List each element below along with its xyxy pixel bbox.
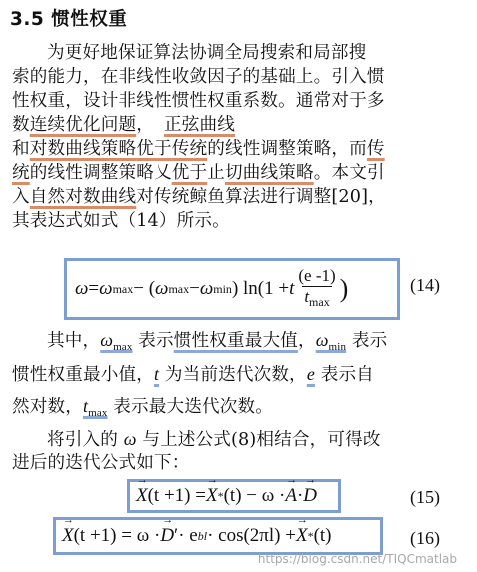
fraction-numerator: (e -1): [298, 266, 336, 285]
omega-symbol: ω: [199, 278, 214, 299]
paragraph-line: [12, 42, 471, 64]
text: 表示: [132, 331, 174, 351]
equation-14: [64, 258, 400, 320]
highlighted-text: 切曲线策略: [224, 163, 314, 183]
paragraph-line: [12, 66, 471, 88]
highlighted-text: 自然对数曲线: [29, 187, 137, 207]
text: 止: [207, 163, 225, 183]
subscript: min: [328, 341, 347, 353]
section-heading: 3.5 惯性权重: [10, 9, 128, 30]
subscript: max: [112, 281, 134, 296]
text: 将引入的: [47, 430, 124, 450]
math-text: =: [88, 278, 100, 299]
highlighted-text: 连续优化问题: [29, 115, 137, 135]
highlighted-text: 优于: [136, 139, 172, 159]
math-text: ) ln(1 +: [231, 278, 290, 299]
equation-number: (15): [410, 487, 440, 507]
watermark: https://blog.csdn.net/TIQCmatlab: [257, 552, 457, 566]
omega-symbol: ω: [155, 278, 169, 299]
text: ，: [297, 331, 316, 351]
text: 表示最大迭代次数。: [107, 397, 273, 417]
highlighted-text: 传: [366, 139, 385, 159]
text: 表示自: [314, 365, 374, 385]
text: 表示: [346, 331, 388, 351]
math-text: −: [189, 278, 200, 299]
equation-16: [53, 517, 383, 555]
highlighted-text: 优于: [171, 163, 208, 183]
paragraph-line: [12, 138, 471, 160]
prime-mark: ′: [174, 525, 179, 546]
text: 的线性调整策略: [29, 163, 154, 183]
variable-t: t: [153, 364, 160, 384]
text: 索的能力，在非线性收敛因子的基础上。引入惯: [12, 67, 385, 87]
omega-symbol: ω: [315, 330, 329, 350]
omega-symbol: ω: [75, 278, 89, 299]
text: 乂: [153, 163, 172, 183]
vector-x: → X: [296, 525, 308, 547]
highlighted-symbol: [100, 331, 132, 351]
paragraph-line: [12, 363, 471, 385]
text: 的线性调整策略，而: [207, 139, 367, 159]
text: 为更好地保证算法协调全局搜索和局部搜: [47, 43, 367, 63]
subscript: max: [168, 281, 190, 296]
subscript: max: [88, 407, 108, 419]
vector-x: → X: [62, 525, 74, 547]
omega-symbol: ω: [99, 278, 113, 299]
paragraph-line: [12, 90, 471, 112]
superscript: bl: [197, 528, 208, 543]
vector-x: → X: [206, 485, 218, 507]
paragraph-line: [12, 428, 471, 450]
math-text: (t) − ω ·: [223, 485, 286, 506]
variable-t: t: [82, 396, 89, 416]
superscript: *: [307, 528, 314, 543]
text: 其表达式如式（14）所示。: [12, 211, 230, 231]
text: 为当前迭代次数，: [159, 365, 307, 385]
subscript: min: [213, 281, 232, 296]
highlighted-text: 对数曲线策略: [29, 139, 137, 159]
highlighted-symbol: [307, 365, 315, 385]
vector-a: → A: [285, 485, 297, 507]
superscript: *: [217, 488, 224, 503]
text: 对传统鲸鱼算法进行调整[20]，: [136, 187, 386, 207]
text: 然对数，: [12, 397, 83, 417]
highlighted-symbol: [316, 331, 346, 351]
highlighted-text: 正弦曲线: [163, 115, 235, 135]
subscript: max: [113, 341, 133, 353]
text: 数: [12, 115, 30, 135]
variable-e: e: [306, 364, 315, 384]
math-text: (t +1) = ω ·: [73, 525, 161, 546]
subscript: max: [309, 295, 330, 309]
equation-15: [127, 479, 341, 513]
text: 进后的迭代公式如下：: [12, 453, 190, 473]
math-text: (t +1) =: [147, 485, 206, 506]
math-text: − (: [133, 278, 156, 299]
fraction-denominator: [302, 286, 331, 312]
highlighted-text: 惯性权重最大值: [173, 331, 298, 351]
variable-t: t: [289, 278, 295, 299]
paragraph-line: [12, 452, 471, 474]
paragraph-line: [12, 186, 471, 208]
equation-number: (14): [410, 275, 440, 295]
text: 惯性权重最小值，: [12, 365, 154, 385]
math-text: ·: [296, 485, 304, 506]
equation-number: (16): [410, 528, 440, 548]
text: 其中，: [47, 331, 101, 351]
text: ，: [136, 115, 154, 135]
highlighted-symbol: [83, 397, 108, 417]
close-paren: ): [339, 274, 349, 303]
omega-symbol: ω: [123, 429, 137, 449]
math-text: (t): [313, 525, 332, 546]
text: 与上述公式(8)相结合，可得改: [136, 430, 381, 450]
highlighted-text: 统: [12, 163, 30, 183]
text: 。本文引: [313, 163, 385, 183]
fraction: [296, 266, 337, 312]
omega-symbol: ω: [100, 330, 114, 350]
paragraph-line: [12, 395, 471, 417]
vector-d: → D: [160, 525, 174, 547]
paragraph-line: [12, 114, 471, 136]
text: 入: [12, 187, 30, 207]
text: 和: [12, 139, 30, 159]
paragraph-line: [12, 210, 471, 232]
math-text: · e: [178, 525, 198, 546]
highlighted-text: 传统: [171, 139, 208, 159]
paragraph-line: [12, 162, 471, 184]
vector-x: → X: [136, 485, 148, 507]
variable-t: t: [304, 287, 310, 306]
text: 性权重，设计非线性惯性权重系数。通常对于多: [12, 91, 385, 111]
paragraph-line: [12, 329, 471, 351]
math-text: · cos(2πl) +: [207, 525, 296, 546]
vector-d: → D: [303, 485, 317, 507]
